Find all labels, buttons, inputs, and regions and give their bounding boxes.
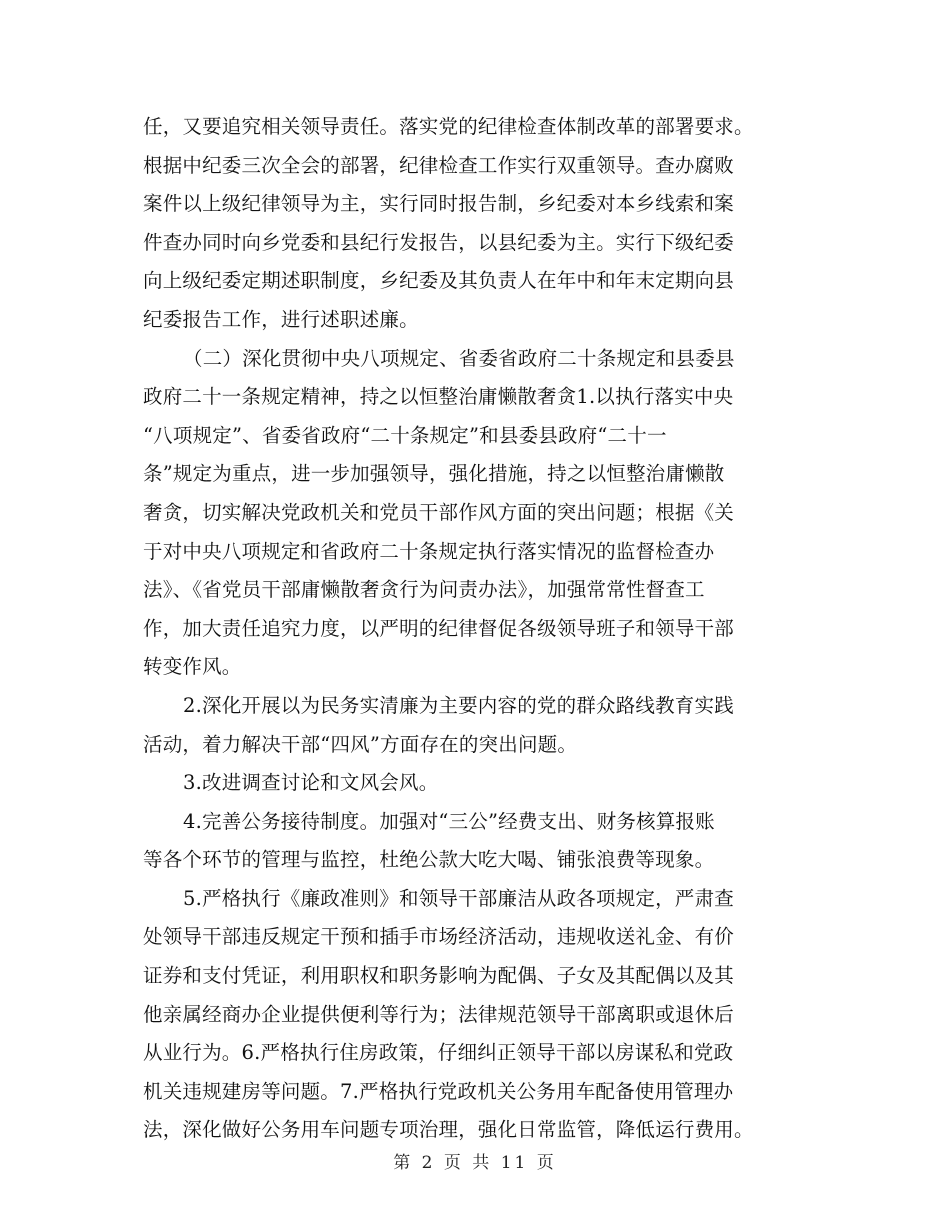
body-text — [143, 108, 811, 1150]
paragraph-start-line: 2.深化开展以为民务实清廉为主要内容的党的群众路线教育实践 — [183, 693, 734, 717]
paragraph-start-line: 5.严格执行《廉政准则》和领导干部廉洁从政各项规定，严肃查 — [183, 886, 734, 910]
text-line: 法，深化做好公务用车问题专项治理，强化日常监管，降低运行费用。 — [143, 1118, 754, 1142]
text-line: 法》、《省党员干部庸懒散奢贪行为问责办法》，加强常常性督查工 — [143, 578, 705, 602]
text-line: 任，又要追究相关领导责任。落实党的纪律检查体制改革的部署要求。 — [143, 115, 754, 138]
paragraph-start-line: 3.改进调查讨论和文风会风。 — [183, 771, 439, 795]
text-line: 政府二十一条规定精神，持之以恒整治庸懒散奢贪1.以执行落实中央 — [143, 385, 734, 409]
text-line: 他亲属经商办企业提供便利等行为；法律规范领导干部离职或退休后 — [143, 1002, 735, 1026]
text-line: 作，加大责任追究力度，以严明的纪律督促各级领导班子和领导干部 — [143, 616, 735, 640]
text-line: 条”规定为重点，进一步加强领导，强化措施，持之以恒整治庸懒散 — [143, 462, 725, 486]
text-line: 于对中央八项规定和省政府二十条规定执行落实情况的监督检查办 — [143, 539, 715, 563]
text-line: 根据中纪委三次全会的部署，纪律检查工作实行双重领导。查办腐败 — [143, 153, 735, 177]
text-line: 案件以上级纪律领导为主，实行同时报告制，乡纪委对本乡线索和案 — [143, 192, 735, 216]
section-heading-line: （二）深化贯彻中央八项规定、省委省政府二十条规定和县委县 — [183, 346, 735, 370]
text-line: 处领导干部违反规定干预和插手市场经济活动，违规收送礼金、有价 — [143, 925, 735, 949]
text-line: 证券和支付凭证，利用职权和职务影响为配偶、子女及其配偶以及其 — [143, 964, 735, 988]
text-line: 活动，着力解决干部“四风”方面存在的突出问题。 — [143, 732, 578, 756]
text-line: 机关违规建房等问题。7.严格执行党政机关公务用车配备使用管理办 — [143, 1079, 734, 1103]
text-line: 转变作风。 — [143, 655, 242, 679]
text-line: 向上级纪委定期述职制度，乡纪委及其负责人在年中和年末定期向县 — [143, 269, 735, 293]
paragraph-start-line: 4.完善公务接待制度。加强对“三公”经费支出、财务核算报账 — [183, 809, 715, 833]
text-line: 奢贪，切实解决党政机关和党员干部作风方面的突出问题；根据《关 — [143, 500, 735, 524]
text-line: 件查办同时向乡党委和县纪行发报告，以县纪委为主。实行下级纪委 — [143, 230, 735, 254]
text-line: 从业行为。6.严格执行住房政策，仔细纠正领导干部以房谋私和党政 — [143, 1041, 734, 1065]
page-footer: 第 2 页 共 11 页 — [393, 1153, 557, 1173]
text-line: “八项规定”、省委省政府“二十条规定”和县委县政府“二十一 — [143, 423, 667, 447]
text-line: 纪委报告工作，进行述职述廉。 — [143, 307, 419, 331]
text-line: 等各个环节的管理与监控，杜绝公款大吃大喝、铺张浪费等现象。 — [143, 848, 715, 872]
